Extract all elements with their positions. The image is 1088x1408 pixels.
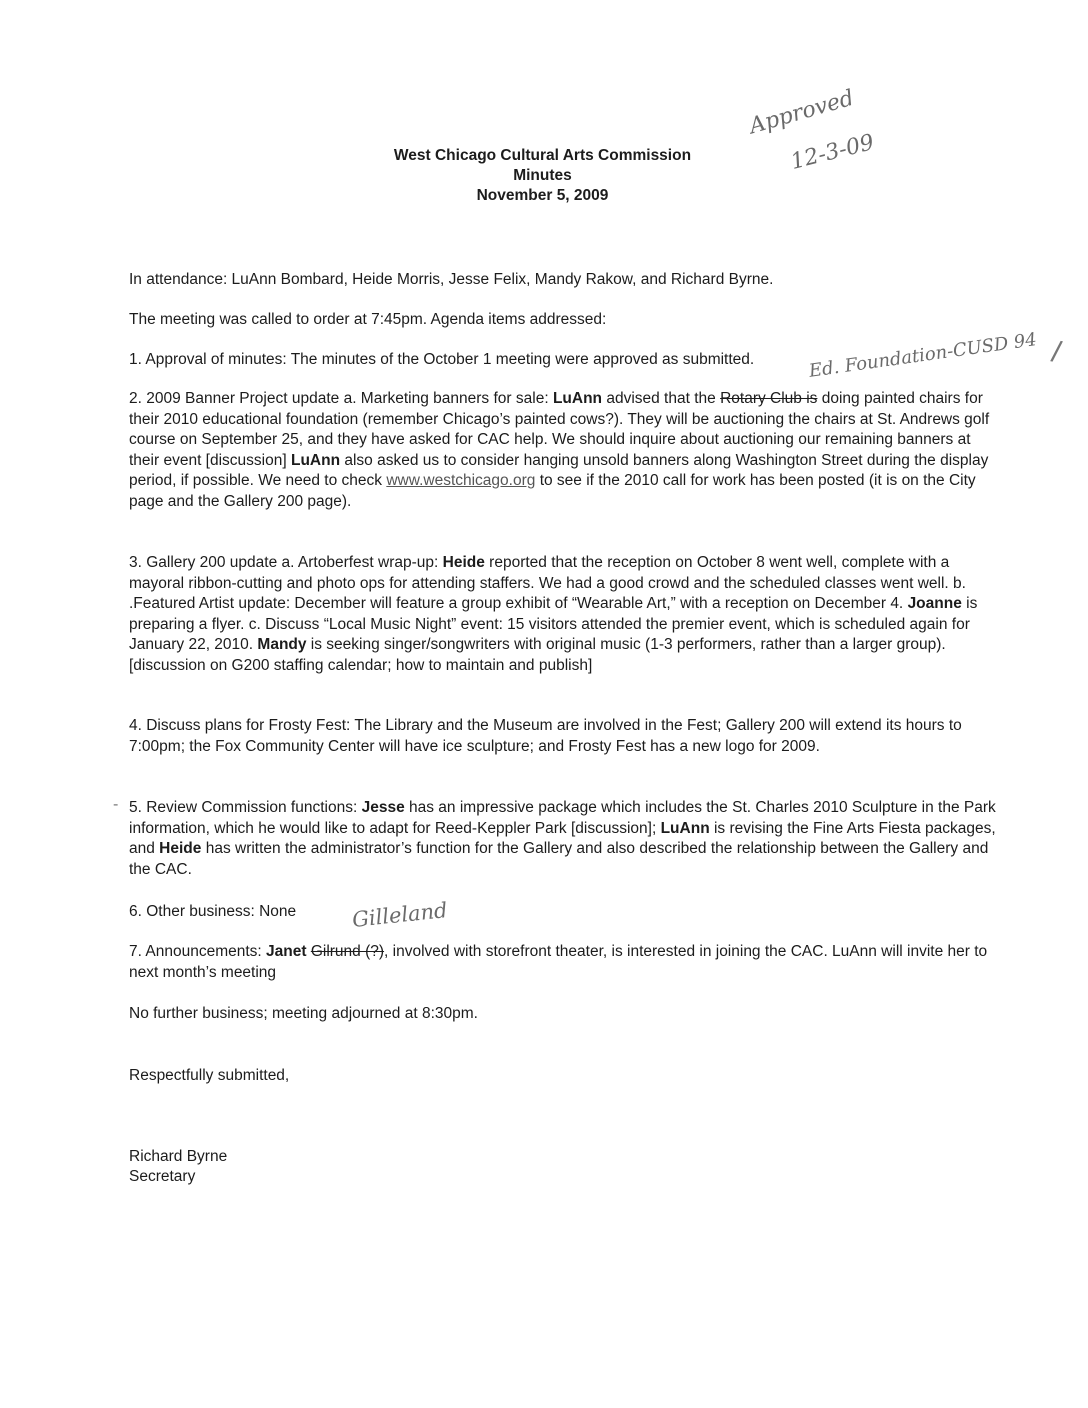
item2-intro: 2. 2009 Banner Project update a. Marketing banners for sale: [129,390,553,407]
closing: Respectfully submitted, [129,1067,290,1084]
item3-text-2: is preparing a flyer. c. Discuss “Local Music Night” event: 15 visitors attended the premier event, which is scheduled again for January 22, 2010. [129,595,978,653]
adjournment: No further business; meeting adjourned at 8:30pm. [129,1005,478,1022]
item7-intro: 7. Announcements: [129,943,267,960]
item5-text-3: has written the administrator’s function for the Gallery and also described the relationship between the Gallery and the CAC. [129,840,989,878]
struck-gilrund: Gilrund (?) [310,943,385,960]
doc-type: Minutes [513,167,572,184]
item2-text-4: to see if the 2010 call for work has been posted (it is on the City page and the Gallery 200 page). [129,472,976,510]
attendance-line: In attendance: LuAnn Bombard, Heide Morris, Jesse Felix, Mandy Rakow, and Richard Byrne. [129,271,774,288]
document-header [340,146,745,206]
name-heide: Heide [442,554,485,571]
name-joanne: Joanne [907,595,962,612]
item7-text-1: , involved with storefront theater, is interested in joining the CAC. LuAnn will invite her to next month’s meeting [129,943,988,981]
agenda-item-7 [129,942,999,983]
margin-tick-mark: - [113,796,119,813]
name-luann: LuAnn [552,390,603,407]
org-title: West Chicago Cultural Arts Commission [393,147,692,164]
name-janet: Janet [266,943,307,960]
name-luann-2: LuAnn [290,451,341,469]
item2-text-1: advised that the [602,390,721,407]
handwritten-ed-foundation: Ed. Foundation-CUSD 94 [807,329,1039,382]
handwritten-approved-date: 12-3-09 [788,130,877,175]
agenda-item-4: 4. Discuss plans for Frosty Fest: The Library and the Museum are involved in the Fest; Gallery 200 will extend its hours to 7:00pm; the Fox Community Center will have ice sculpture; and Frosty Fest has a new logo for 2009. [129,717,962,755]
item2-text-3: also asked us to consider hanging unsold banners along Washington Street during the display period, if possible. We need to check [129,451,989,489]
item3-text-1: reported that the reception on October 8 went well, complete with a mayoral ribbon-cutting and photo ops for attending staffers. We had a good crowd and the scheduled classes went well. b. .Featured Artist update: December will feature a group exhibit of “Wearable Art,” with a reception on December 4. [129,554,966,612]
westchicago-link[interactable]: www.westchicago.org [386,472,536,489]
agenda-item-6: 6. Other business: None [129,903,297,920]
agenda-item-5 [129,798,999,880]
signature-name: Richard Byrne [129,1148,228,1165]
handwritten-gilleland: Gilleland [351,898,449,932]
item5-intro: 5. Review Commission functions: [129,799,362,816]
handwritten-slash-mark: / [1048,335,1064,370]
name-mandy: Mandy [257,636,307,653]
agenda-item-1: 1. Approval of minutes: The minutes of the October 1 meeting were approved as submitted. [129,351,755,368]
item2-text-2: doing painted chairs for their 2010 educational foundation (remember Chicago’s painted cows?). They will be auctioning the chairs at St. Andrews golf course on September 25, and they have asked for CAC help. We should inquire about auctioning our remaining banners at their event [discussion] [129,390,990,469]
item5-text-1: has an impressive package which includes the St. Charles 2010 Sculpture in the Park information, which he would like to adapt for Reed-Keppler Park [discussion]; [129,799,996,837]
handwritten-approved: Approved [746,85,857,140]
name-heide-2: Heide [159,840,202,857]
name-luann-3: LuAnn [660,819,710,837]
item5-text-2: is revising the Fine Arts Fiesta packages, and [129,819,996,857]
agenda-item-2 [129,389,999,512]
struck-rotary-club: Rotary Club is [720,390,818,407]
item3-intro: 3. Gallery 200 update a. Artoberfest wrap-up: [129,554,443,571]
agenda-item-3 [129,553,999,676]
signature-title: Secretary [129,1168,196,1185]
name-jesse: Jesse [361,799,405,816]
call-to-order: The meeting was called to order at 7:45pm. Agenda items addressed: [129,311,607,328]
meeting-date: November 5, 2009 [476,187,609,204]
item3-text-3: is seeking singer/songwriters with original music (1-3 performers, rather than a larger group). [discussion on G200 staffing calendar; how to maintain and publish] [129,636,946,674]
